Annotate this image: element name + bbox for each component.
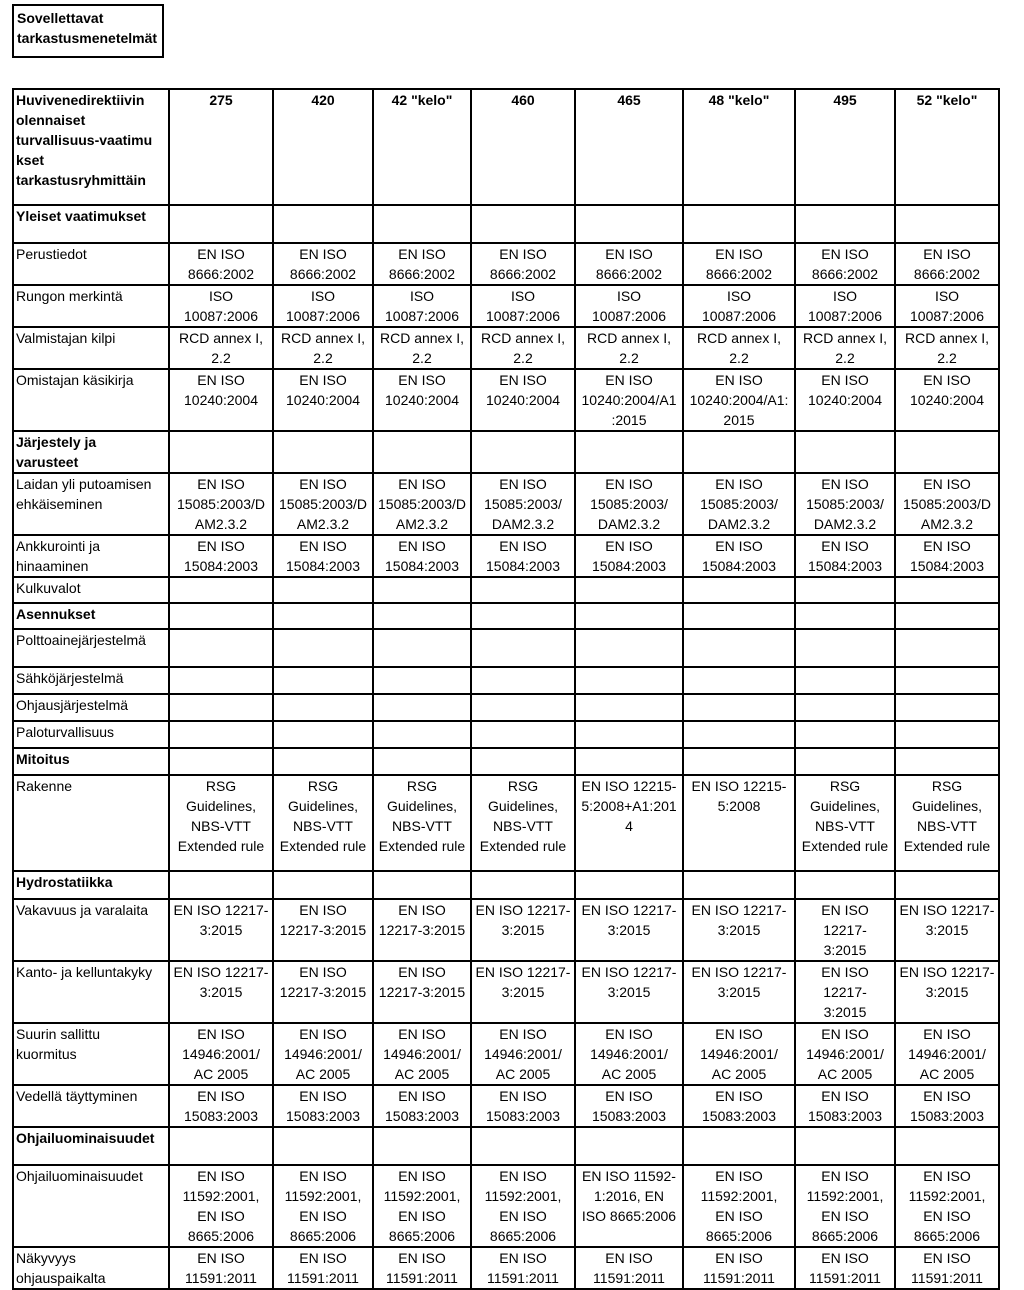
method-cell: EN ISO 8666:2002	[273, 243, 373, 285]
method-cell: RCD annex I, 2.2	[683, 327, 795, 369]
requirement-label: Rakenne	[13, 775, 169, 871]
method-cell	[471, 748, 575, 775]
method-cell: ISO 10087:2006	[273, 285, 373, 327]
method-cell	[575, 1127, 683, 1165]
method-cell	[795, 629, 895, 667]
method-cell: EN ISO 11591:2011	[575, 1247, 683, 1289]
inspection-methods-table	[12, 88, 1000, 1290]
method-cell	[471, 694, 575, 721]
method-cell	[273, 721, 373, 748]
method-cell: EN ISO 12217- 3:2015	[471, 961, 575, 1023]
method-cell: EN ISO 11591:2011	[169, 1247, 273, 1289]
method-cell: ISO 10087:2006	[471, 285, 575, 327]
section-row	[13, 431, 999, 473]
method-cell: EN ISO 15085:2003/D AM2.3.2	[373, 473, 471, 535]
method-cell	[683, 721, 795, 748]
method-cell	[273, 748, 373, 775]
method-cell: ISO 10087:2006	[169, 285, 273, 327]
method-cell: EN ISO 12215- 5:2008+A1:201 4	[575, 775, 683, 871]
table-row	[13, 327, 999, 369]
requirement-label: Kanto- ja kelluntakyky	[13, 961, 169, 1023]
table-row	[13, 473, 999, 535]
method-cell: RCD annex I, 2.2	[373, 327, 471, 369]
method-cell: EN ISO 14946:2001/ AC 2005	[795, 1023, 895, 1085]
method-cell	[169, 603, 273, 629]
requirement-label: Rungon merkintä	[13, 285, 169, 327]
requirement-label: Laidan yli putoamisen ehkäiseminen	[13, 473, 169, 535]
method-cell	[471, 721, 575, 748]
method-cell: EN ISO 15083:2003	[169, 1085, 273, 1127]
method-cell: EN ISO 15085:2003/D AM2.3.2	[895, 473, 999, 535]
method-cell	[169, 748, 273, 775]
method-cell	[471, 1127, 575, 1165]
method-cell: EN ISO 12217- 3:2015	[575, 961, 683, 1023]
method-cell: EN ISO 11591:2011	[683, 1247, 795, 1289]
method-cell	[795, 871, 895, 899]
method-cell: EN ISO 11591:2011	[471, 1247, 575, 1289]
method-cell	[471, 871, 575, 899]
method-cell: EN ISO 15085:2003/D AM2.3.2	[273, 473, 373, 535]
method-cell	[169, 721, 273, 748]
method-cell: EN ISO 15083:2003	[683, 1085, 795, 1127]
method-cell: EN ISO 11592:2001, EN ISO 8665:2006	[273, 1165, 373, 1247]
method-cell: EN ISO 14946:2001/ AC 2005	[575, 1023, 683, 1085]
method-cell	[683, 603, 795, 629]
method-cell: EN ISO 8666:2002	[895, 243, 999, 285]
method-cell	[373, 748, 471, 775]
method-cell: EN ISO 11592:2001, EN ISO 8665:2006	[895, 1165, 999, 1247]
table-row	[13, 1247, 999, 1289]
requirement-label: Paloturvallisuus	[13, 721, 169, 748]
method-cell	[273, 431, 373, 473]
method-cell	[273, 205, 373, 243]
method-cell: EN ISO 14946:2001/ AC 2005	[683, 1023, 795, 1085]
requirement-label: Vakavuus ja varalaita	[13, 899, 169, 961]
method-cell: EN ISO 15085:2003/ DAM2.3.2	[471, 473, 575, 535]
method-cell	[575, 603, 683, 629]
table-row	[13, 961, 999, 1023]
method-cell	[575, 629, 683, 667]
method-cell: EN ISO 15084:2003	[683, 535, 795, 577]
method-cell: RCD annex I, 2.2	[273, 327, 373, 369]
method-cell: RCD annex I, 2.2	[895, 327, 999, 369]
section-row	[13, 205, 999, 243]
table-row	[13, 694, 999, 721]
method-cell	[795, 431, 895, 473]
requirement-label: Sähköjärjestelmä	[13, 667, 169, 694]
method-cell: EN ISO 15084:2003	[273, 535, 373, 577]
method-cell: EN ISO 12217- 3:2015	[169, 899, 273, 961]
method-cell: EN ISO 12217-3:2015	[273, 899, 373, 961]
method-cell: EN ISO 12217- 3:2015	[895, 899, 999, 961]
method-cell: ISO 10087:2006	[683, 285, 795, 327]
method-cell: EN ISO 15084:2003	[373, 535, 471, 577]
method-cell: EN ISO 11591:2011	[795, 1247, 895, 1289]
method-cell	[169, 205, 273, 243]
method-cell: EN ISO 15084:2003	[471, 535, 575, 577]
section-label: Yleiset vaatimukset	[13, 205, 169, 243]
method-cell	[575, 431, 683, 473]
method-cell	[273, 694, 373, 721]
method-cell	[169, 871, 273, 899]
method-cell	[273, 577, 373, 603]
method-cell: EN ISO 15083:2003	[373, 1085, 471, 1127]
method-cell: EN ISO 14946:2001/ AC 2005	[169, 1023, 273, 1085]
method-cell	[273, 1127, 373, 1165]
method-cell	[683, 667, 795, 694]
column-header: 275	[169, 89, 273, 205]
method-cell	[895, 1127, 999, 1165]
method-cell	[373, 205, 471, 243]
method-cell: EN ISO 12217-3:2015	[373, 961, 471, 1023]
method-cell	[575, 721, 683, 748]
method-cell: EN ISO 11592- 1:2016, EN ISO 8665:2006	[575, 1165, 683, 1247]
method-cell: EN ISO 15083:2003	[273, 1085, 373, 1127]
table-row	[13, 243, 999, 285]
method-cell: EN ISO 15085:2003/ DAM2.3.2	[795, 473, 895, 535]
method-cell	[471, 603, 575, 629]
method-cell: EN ISO 12215- 5:2008	[683, 775, 795, 871]
method-cell: EN ISO 8666:2002	[795, 243, 895, 285]
method-cell	[795, 748, 895, 775]
method-cell: ISO 10087:2006	[373, 285, 471, 327]
method-cell: EN ISO 10240:2004	[373, 369, 471, 431]
requirement-label: Ohjausjärjestelmä	[13, 694, 169, 721]
method-cell	[895, 748, 999, 775]
method-cell: RSG Guidelines, NBS-VTT Extended rule	[373, 775, 471, 871]
section-row	[13, 1127, 999, 1165]
requirement-label: Vedellä täyttyminen	[13, 1085, 169, 1127]
method-cell: RCD annex I, 2.2	[575, 327, 683, 369]
method-cell: ISO 10087:2006	[895, 285, 999, 327]
method-cell	[169, 577, 273, 603]
requirement-label: Omistajan käsikirja	[13, 369, 169, 431]
method-cell: EN ISO 11591:2011	[373, 1247, 471, 1289]
method-cell: EN ISO 11592:2001, EN ISO 8665:2006	[471, 1165, 575, 1247]
requirement-label: Perustiedot	[13, 243, 169, 285]
table-row	[13, 1165, 999, 1247]
method-cell: ISO 10087:2006	[795, 285, 895, 327]
table-row	[13, 667, 999, 694]
section-label: Asennukset	[13, 603, 169, 629]
method-cell: RSG Guidelines, NBS-VTT Extended rule	[273, 775, 373, 871]
method-cell: EN ISO 14946:2001/ AC 2005	[471, 1023, 575, 1085]
document-title: Sovellettavat tarkastusmenetelmät	[12, 4, 164, 58]
method-cell: EN ISO 15084:2003	[169, 535, 273, 577]
method-cell: EN ISO 10240:2004/A1 :2015	[575, 369, 683, 431]
method-cell	[895, 721, 999, 748]
method-cell	[373, 603, 471, 629]
method-cell: EN ISO 10240:2004	[471, 369, 575, 431]
method-cell: EN ISO 15085:2003/D AM2.3.2	[169, 473, 273, 535]
method-cell	[575, 577, 683, 603]
method-cell	[895, 629, 999, 667]
method-cell: EN ISO 15085:2003/ DAM2.3.2	[683, 473, 795, 535]
method-cell: EN ISO 11592:2001, EN ISO 8665:2006	[683, 1165, 795, 1247]
method-cell	[795, 577, 895, 603]
method-cell	[895, 577, 999, 603]
method-cell	[575, 748, 683, 775]
method-cell: EN ISO 15084:2003	[895, 535, 999, 577]
section-row	[13, 871, 999, 899]
method-cell	[795, 721, 895, 748]
method-cell: EN ISO 10240:2004	[273, 369, 373, 431]
requirement-label: Valmistajan kilpi	[13, 327, 169, 369]
method-cell: RSG Guidelines, NBS-VTT Extended rule	[795, 775, 895, 871]
method-cell: EN ISO 15084:2003	[795, 535, 895, 577]
section-label: Järjestely ja varusteet	[13, 431, 169, 473]
method-cell	[471, 431, 575, 473]
method-cell: EN ISO 10240:2004	[169, 369, 273, 431]
method-cell	[169, 694, 273, 721]
method-cell	[169, 431, 273, 473]
method-cell: EN ISO 15083:2003	[795, 1085, 895, 1127]
method-cell: EN ISO 12217- 3:2015	[169, 961, 273, 1023]
requirement-label: Näkyvyys ohjauspaikalta	[13, 1247, 169, 1289]
section-label: Ohjailuominaisuudet	[13, 1127, 169, 1165]
method-cell: EN ISO 12217-3:2015	[373, 899, 471, 961]
method-cell	[575, 667, 683, 694]
table-row	[13, 1085, 999, 1127]
table-row	[13, 369, 999, 431]
method-cell	[795, 603, 895, 629]
method-cell	[895, 694, 999, 721]
column-header: 465	[575, 89, 683, 205]
requirement-label: Suurin sallittu kuormitus	[13, 1023, 169, 1085]
method-cell	[471, 577, 575, 603]
method-cell	[169, 1127, 273, 1165]
method-cell: EN ISO 12217- 3:2015	[683, 899, 795, 961]
method-cell: RCD annex I, 2.2	[471, 327, 575, 369]
method-cell	[575, 694, 683, 721]
method-cell	[471, 667, 575, 694]
method-cell	[373, 694, 471, 721]
method-cell: EN ISO 15085:2003/ DAM2.3.2	[575, 473, 683, 535]
method-cell	[273, 667, 373, 694]
method-cell: EN ISO 8666:2002	[471, 243, 575, 285]
method-cell: EN ISO 12217- 3:2015	[795, 899, 895, 961]
column-header: 42 "kelo"	[373, 89, 471, 205]
method-cell	[373, 721, 471, 748]
method-cell: EN ISO 15084:2003	[575, 535, 683, 577]
method-cell	[373, 1127, 471, 1165]
method-cell	[683, 694, 795, 721]
method-cell: EN ISO 10240:2004	[895, 369, 999, 431]
method-cell: EN ISO 11591:2011	[895, 1247, 999, 1289]
section-row	[13, 603, 999, 629]
method-cell: EN ISO 12217- 3:2015	[795, 961, 895, 1023]
method-cell: EN ISO 12217- 3:2015	[683, 961, 795, 1023]
method-cell: EN ISO 14946:2001/ AC 2005	[895, 1023, 999, 1085]
method-cell	[683, 431, 795, 473]
method-cell: EN ISO 12217- 3:2015	[471, 899, 575, 961]
method-cell	[795, 205, 895, 243]
method-cell: EN ISO 14946:2001/ AC 2005	[373, 1023, 471, 1085]
method-cell	[683, 748, 795, 775]
method-cell	[575, 205, 683, 243]
method-cell	[373, 667, 471, 694]
row-header-label: Huvivenedirektiivin olennaiset turvallisuus-vaatimu kset tarkastusryhmittäin	[13, 89, 169, 205]
method-cell: EN ISO 10240:2004/A1: 2015	[683, 369, 795, 431]
method-cell	[795, 1127, 895, 1165]
method-cell	[683, 577, 795, 603]
method-cell	[683, 629, 795, 667]
method-cell: RSG Guidelines, NBS-VTT Extended rule	[895, 775, 999, 871]
method-cell	[795, 694, 895, 721]
method-cell	[895, 871, 999, 899]
method-cell	[373, 577, 471, 603]
requirement-label: Kulkuvalot	[13, 577, 169, 603]
table-row	[13, 629, 999, 667]
table-row	[13, 899, 999, 961]
method-cell: EN ISO 11592:2001, EN ISO 8665:2006	[795, 1165, 895, 1247]
section-row	[13, 748, 999, 775]
method-cell: EN ISO 12217-3:2015	[273, 961, 373, 1023]
method-cell	[683, 205, 795, 243]
requirement-label: Polttoainejärjestelmä	[13, 629, 169, 667]
column-header: 420	[273, 89, 373, 205]
method-cell	[169, 667, 273, 694]
method-cell: RCD annex I, 2.2	[169, 327, 273, 369]
section-label: Hydrostatiikka	[13, 871, 169, 899]
method-cell: RCD annex I, 2.2	[795, 327, 895, 369]
table-row	[13, 577, 999, 603]
method-cell	[683, 871, 795, 899]
method-cell	[895, 603, 999, 629]
table-row	[13, 721, 999, 748]
method-cell	[373, 871, 471, 899]
method-cell	[471, 205, 575, 243]
table-row	[13, 535, 999, 577]
method-cell	[373, 431, 471, 473]
method-cell	[575, 871, 683, 899]
method-cell: RSG Guidelines, NBS-VTT Extended rule	[471, 775, 575, 871]
column-header: 460	[471, 89, 575, 205]
table-row	[13, 775, 999, 871]
method-cell	[895, 205, 999, 243]
method-cell	[273, 871, 373, 899]
section-label: Mitoitus	[13, 748, 169, 775]
method-cell: EN ISO 15083:2003	[895, 1085, 999, 1127]
method-cell	[273, 629, 373, 667]
method-cell: ISO 10087:2006	[575, 285, 683, 327]
requirement-label: Ohjailuominaisuudet	[13, 1165, 169, 1247]
column-header: 48 "kelo"	[683, 89, 795, 205]
method-cell	[895, 431, 999, 473]
method-cell: RSG Guidelines, NBS-VTT Extended rule	[169, 775, 273, 871]
method-cell: EN ISO 10240:2004	[795, 369, 895, 431]
method-cell: EN ISO 11591:2011	[273, 1247, 373, 1289]
method-cell	[169, 629, 273, 667]
method-cell: EN ISO 11592:2001, EN ISO 8665:2006	[169, 1165, 273, 1247]
method-cell: EN ISO 15083:2003	[575, 1085, 683, 1127]
method-cell: EN ISO 8666:2002	[169, 243, 273, 285]
method-cell: EN ISO 12217- 3:2015	[895, 961, 999, 1023]
method-cell	[895, 667, 999, 694]
requirement-label: Ankkurointi ja hinaaminen	[13, 535, 169, 577]
column-header: 495	[795, 89, 895, 205]
method-cell	[795, 667, 895, 694]
method-cell: EN ISO 8666:2002	[575, 243, 683, 285]
method-cell: EN ISO 14946:2001/ AC 2005	[273, 1023, 373, 1085]
method-cell	[273, 603, 373, 629]
method-cell: EN ISO 11592:2001, EN ISO 8665:2006	[373, 1165, 471, 1247]
method-cell	[471, 629, 575, 667]
method-cell: EN ISO 15083:2003	[471, 1085, 575, 1127]
header-row	[13, 89, 999, 205]
method-cell: EN ISO 8666:2002	[683, 243, 795, 285]
method-cell	[373, 629, 471, 667]
table-row	[13, 1023, 999, 1085]
column-header: 52 "kelo"	[895, 89, 999, 205]
method-cell: EN ISO 8666:2002	[373, 243, 471, 285]
method-cell: EN ISO 12217- 3:2015	[575, 899, 683, 961]
method-cell	[683, 1127, 795, 1165]
table-row	[13, 285, 999, 327]
